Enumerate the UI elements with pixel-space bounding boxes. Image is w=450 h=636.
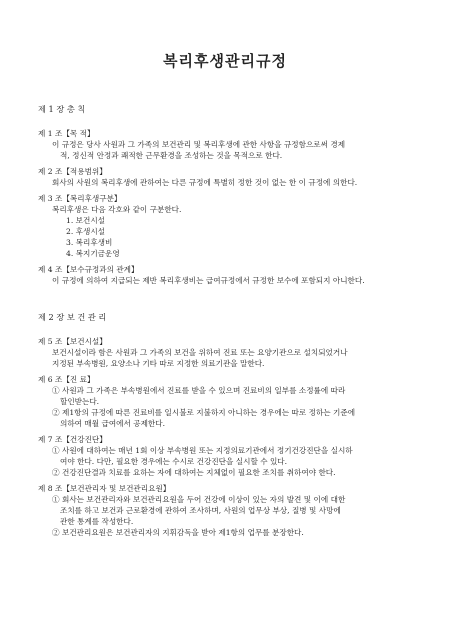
list-item: 2. 후생시설: [66, 227, 106, 236]
document-title: 복리후생관리규정: [163, 52, 287, 70]
article-text: ② 보건관리요원은 보건관리자의 지휘감독을 받아 제1항의 업무를 분장한다.: [52, 528, 304, 537]
article-heading: 제 1 조【목 적】: [38, 129, 95, 138]
article-text: 여야 한다. 다만, 필요한 경우에는 수시로 건강진단을 실시할 수 있다.: [60, 457, 288, 466]
list-item: 4. 복지기금운영: [66, 249, 120, 258]
article-text: 적, 정신적 안정과 쾌적한 근무환경을 조성하는 것을 목적으로 한다.: [60, 151, 283, 160]
article-text: ① 사원에 대하여는 매년 1회 이상 부속병원 또는 지정의료기관에서 정기건강진단을 실시하: [52, 446, 353, 455]
article-text: 이 규정은 당사 사원과 그 가족의 보건관리 및 복리후생에 관한 사항을 규정함으로써 경제: [52, 140, 346, 149]
chapter-heading: 제 1 장 총 칙: [38, 104, 86, 114]
article-heading: 제 6 조【진 료】: [38, 375, 95, 384]
article-text: 회사의 사원의 복리후생에 관하여는 다른 규정에 특별히 정한 것이 없는 한 이 규정에 의한다.: [52, 178, 358, 187]
article-text: 지정된 부속병원, 요양소나 기타 따로 지정한 의료기관을 말한다.: [52, 359, 265, 368]
article-text: 이 규정에 의하여 지급되는 제반 복리후생비는 급여규정에서 규정한 보수에 포함되지 아니한다.: [52, 276, 365, 285]
article-heading: 제 8 조【보건관리자 및 보건관리요원】: [38, 484, 171, 493]
item-list: [38, 215, 412, 259]
list-item: 3. 복리후생비: [66, 238, 113, 247]
article-text: ② 제1항의 규정에 따른 진료비를 일시불로 지불하지 아니하는 경우에는 따로 정하는 기준에: [52, 408, 356, 417]
article-heading: 제 4 조【보수규정과의 관계】: [38, 265, 139, 274]
article-heading: 제 7 조【건강진단】: [38, 435, 107, 444]
article-text: 보건시설이라 함은 사원과 그 가족의 보건을 위하여 진료 또는 요양기관으로 설치되었거나: [52, 348, 348, 357]
article-text: 조치를 하고 보건과 근로환경에 관하여 조사하며, 사원의 업무상 부상, 질병 및 사망에: [60, 506, 341, 515]
article-text: 관한 통계를 작성한다.: [60, 517, 134, 526]
article-text: 복리후생은 다음 각호와 같이 구분한다.: [52, 205, 182, 214]
article-heading: 제 3 조【복리후생구분】: [38, 194, 122, 203]
article-text: 할인받는다.: [60, 397, 100, 406]
chapter-heading: 제 2 장 보 건 관 리: [38, 312, 107, 322]
article-heading: 제 2 조【적용범위】: [38, 167, 107, 176]
article-text: ② 건강진단결과 치료를 요하는 자에 대하여는 지체없이 필요한 조치를 취하여야 한다.: [52, 468, 336, 477]
article-text: ① 회사는 보건관리자와 보건관리요원을 두어 건강에 이상이 있는 자의 발견 및 이에 대한: [52, 495, 346, 504]
article-text: 의하여 매월 급여에서 공제한다.: [60, 419, 166, 428]
article-heading: 제 5 조【보건시설】: [38, 337, 107, 346]
list-item: 1. 보건시설: [66, 216, 106, 225]
article-text: ① 사원과 그 가족은 부속병원에서 진료를 받을 수 있으며 진료비의 일부를 소정률에 따라: [52, 386, 346, 395]
